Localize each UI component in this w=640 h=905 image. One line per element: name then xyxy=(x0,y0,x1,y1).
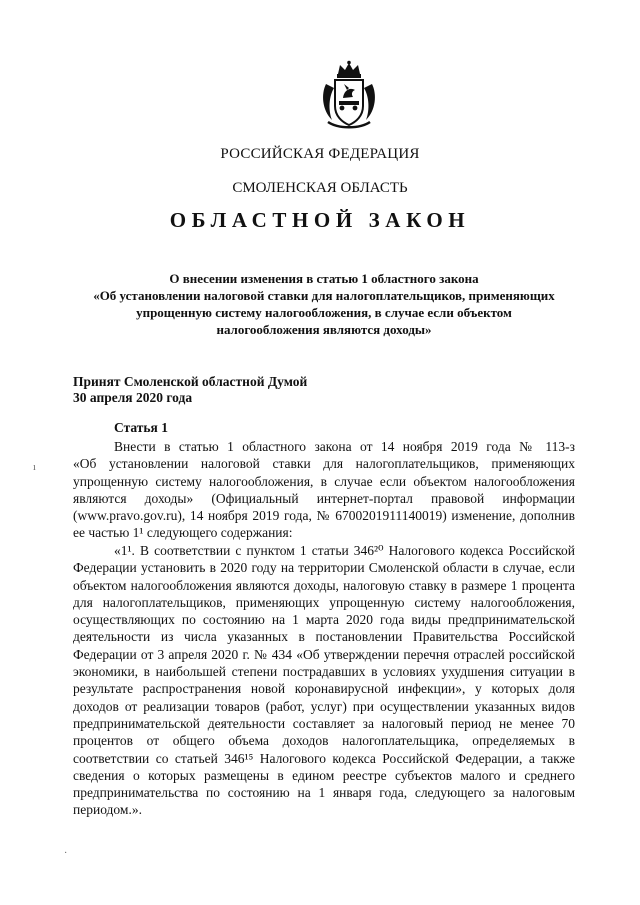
adoption-body: Принят Смоленской областной Думой xyxy=(73,374,308,389)
paragraph-line: экономики, в наибольшей степени пострадавших в условиях ухудшения ситуации в xyxy=(73,664,575,680)
margin-mark: ı xyxy=(33,462,36,473)
margin-mark: · xyxy=(64,848,68,859)
paragraph-line: сведения о которых размещены в едином реестре субъектов малого и среднего xyxy=(73,767,575,783)
law-title xyxy=(74,270,574,338)
paragraph-line: результате распространения новой коронавирусной инфекции», у которых доля xyxy=(73,681,575,697)
law-title-line: упрощенную систему налогообложения, в случае если объектом xyxy=(136,305,512,320)
region-name: СМОЛЕНСКАЯ ОБЛАСТЬ xyxy=(232,180,408,196)
adoption-note xyxy=(73,374,307,406)
law-title-line: налогообложения являются доходы» xyxy=(216,322,432,337)
country-name: РОССИЙСКАЯ ФЕДЕРАЦИЯ xyxy=(220,146,420,162)
law-title-line: О внесении изменения в статью 1 областного закона xyxy=(169,271,479,286)
paragraph-line: Федерации от 3 апреля 2020 г. № 434 «Об утверждении перечня отраслей российской xyxy=(73,646,575,662)
paragraph-line: объектом налогообложения являются доходы, налоговую ставку в размере 1 процента xyxy=(73,577,575,593)
article-heading: Статья 1 xyxy=(114,420,168,435)
paragraph-line: «1¹. В соответствии с пунктом 1 статьи 346²⁰ Налогового кодекса Российской xyxy=(114,543,575,558)
paragraph-line: Внести в статью 1 областного закона от 14 ноября 2019 года № 113-з xyxy=(114,439,575,454)
paragraph-line: деятельности из числа указанных в постановлении Правительства Российской xyxy=(73,629,575,645)
document-type-title: ОБЛАСТНОЙ ЗАКОН xyxy=(169,208,471,232)
law-title-line: «Об установлении налоговой ставки для налогоплательщиков, применяющих xyxy=(93,288,555,303)
paragraph-line: упрощенную систему налогообложения, в случае если объектом налогообложения xyxy=(73,473,575,489)
article-intro-paragraph xyxy=(73,438,575,542)
paragraph-line: Федерации установить в 2020 году на территории Смоленской области в случае, если xyxy=(73,560,575,576)
paragraph-line: для налогоплательщиков, применяющих упрощенную систему налогообложения, xyxy=(73,594,575,610)
paragraph-line: являются доходы» (Официальный интернет-портал правовой информации xyxy=(73,490,575,506)
paragraph-line: процентов от общего объема доходов налогоплательщика, определяемых в xyxy=(73,733,575,749)
paragraph-line: ее частью 1¹ следующего содержания: xyxy=(73,525,293,541)
paragraph-line: предпринимательства по состоянию на 1 января года, следующего за налоговым xyxy=(73,785,575,801)
paragraph-line: предпринимательской деятельности составляет за налоговый период не менее 70 xyxy=(73,715,575,731)
paragraph-line: доходов от реализации товаров (работ, услуг) при осуществлении указанных видов xyxy=(73,698,575,714)
amendment-paragraph xyxy=(73,542,575,819)
coat-of-arms-icon xyxy=(318,60,380,130)
paragraph-line: «Об установлении налоговой ставки для налогоплательщиков, применяющих xyxy=(73,456,575,472)
paragraph-line: осуществляющих по состоянию на 1 марта 2020 года виды предпринимательской xyxy=(73,612,575,628)
paragraph-line: периодом.». xyxy=(73,802,142,818)
paragraph-line: (www.pravo.gov.ru), 14 ноября 2019 года, № 6700201911140019) изменение, дополнив xyxy=(73,508,575,524)
adoption-date: 30 апреля 2020 года xyxy=(73,390,193,405)
paragraph-line: соответствии со статьей 346¹⁵ Налогового кодекса Российской Федерации, а также xyxy=(73,750,575,766)
